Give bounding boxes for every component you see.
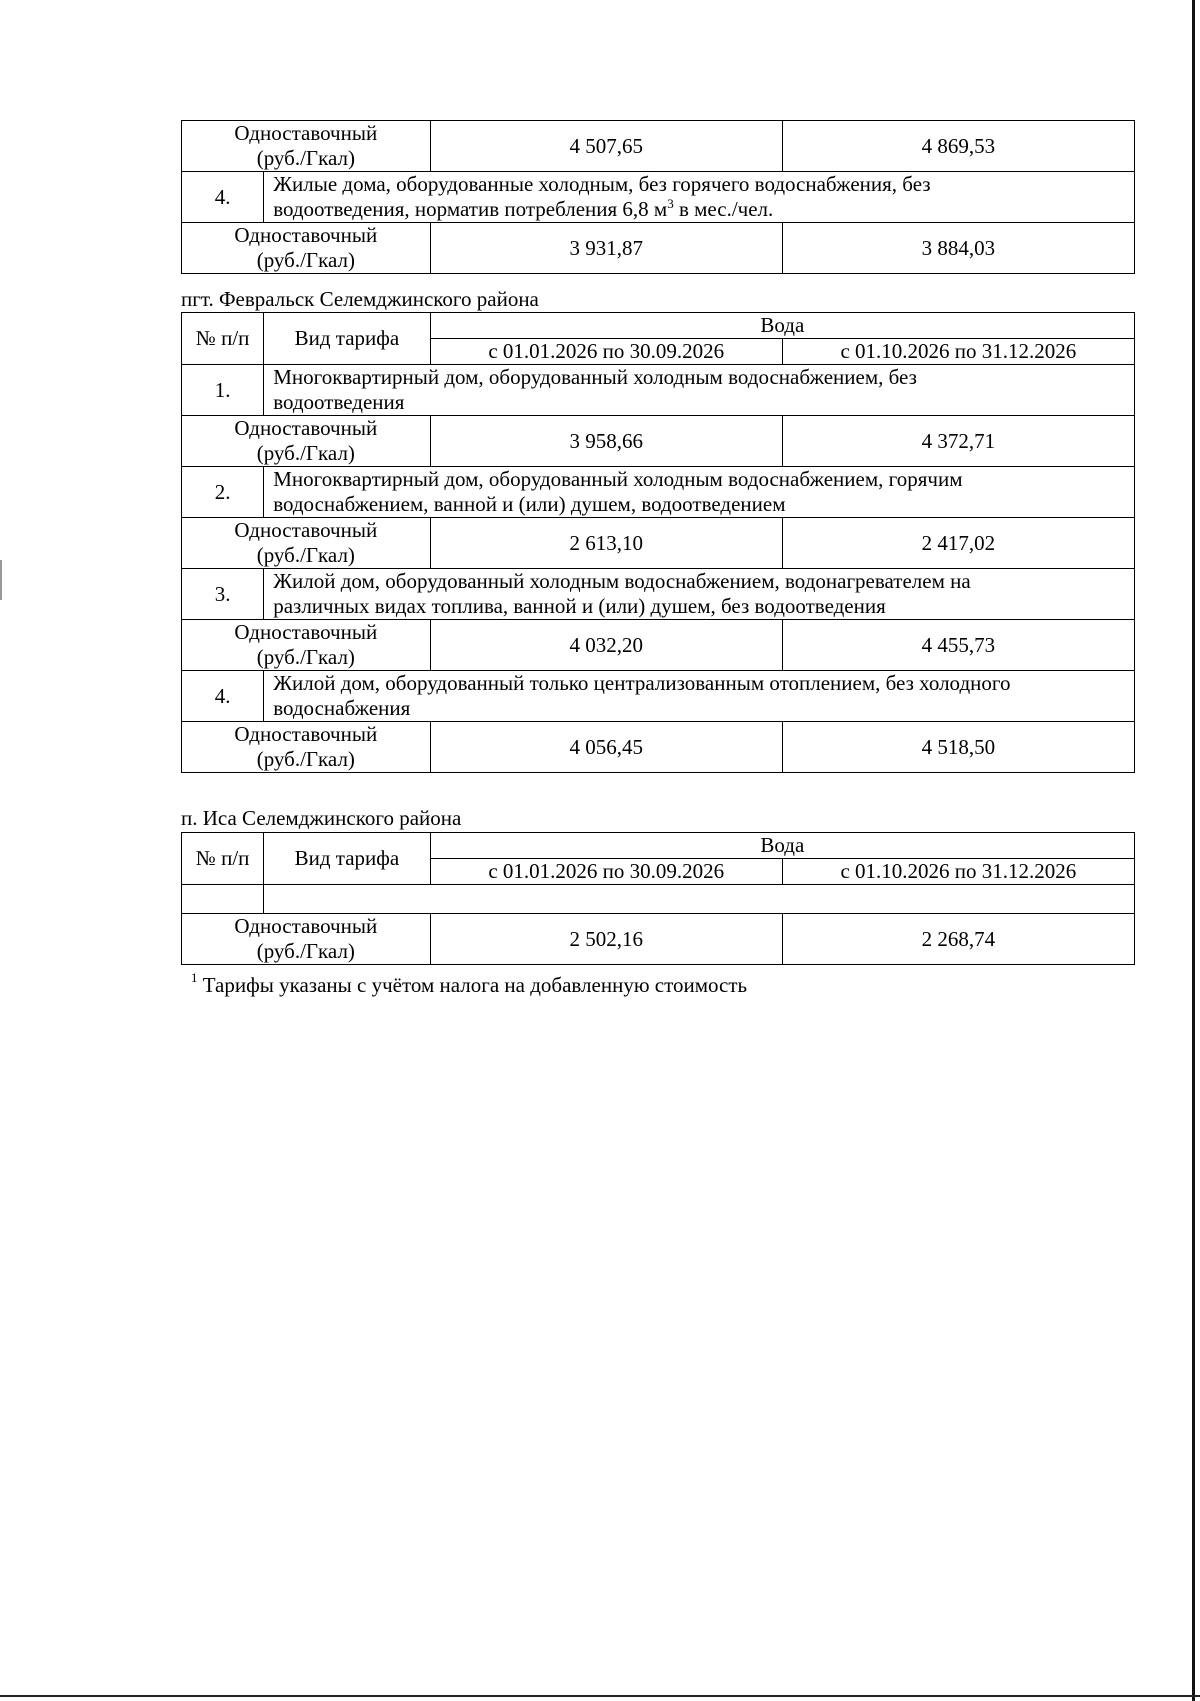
tariff-value-period-a: 2 613,10: [430, 518, 782, 569]
category-description-line: водоснабжением, ванной и (или) душем, водоотведением: [273, 492, 786, 516]
category-description-line: водоснабжения: [273, 696, 411, 720]
table-row: [182, 416, 1135, 467]
category-description-line: различных видах топлива, ванной и (или) душем, без водоотведения: [273, 594, 886, 618]
table-header-row: [182, 833, 1135, 859]
tariff-table-fevralsk: [181, 312, 1135, 773]
tariff-type-cell: [182, 223, 431, 274]
category-description: [264, 365, 1135, 416]
tariff-value-period-b: 4 518,50: [782, 722, 1134, 773]
category-description-line: Жилой дом, оборудованный только централизованным отоплением, без холодного: [273, 671, 1011, 695]
category-description-line: Жилой дом, оборудованный холодным водоснабжением, водонагревателем на: [273, 569, 971, 593]
tariff-type-unit: (руб./Гкал): [256, 441, 355, 465]
header-tariff-type: Вид тарифа: [264, 833, 430, 885]
scan-edge: [1192, 0, 1195, 1701]
tariff-type-unit: (руб./Гкал): [256, 248, 355, 272]
tariff-type-label: Одноставочный: [234, 620, 378, 644]
norm-unit-text: в мес./чел.: [673, 197, 774, 221]
tariff-value-period-a: 3 931,87: [430, 223, 782, 274]
row-number: 3.: [182, 569, 264, 620]
table-row: [182, 365, 1135, 416]
tariff-value-period-a: 2 502,16: [430, 914, 782, 965]
tariff-type-label: Одноставочный: [234, 416, 378, 440]
tariff-type-label: Одноставочный: [234, 914, 378, 938]
tariff-value-period-b: 3 884,03: [782, 223, 1134, 274]
row-number: 4.: [182, 172, 264, 223]
header-tariff-type: Вид тарифа: [264, 313, 430, 365]
header-period-b: с 01.10.2026 по 31.12.2026: [782, 339, 1134, 365]
tariff-value-period-a: 4 032,20: [430, 620, 782, 671]
cubic-superscript: 3: [667, 196, 674, 211]
tariff-type-unit: (руб./Гкал): [256, 543, 355, 567]
table-row: [182, 569, 1135, 620]
tariff-value-period-a: 4 056,45: [430, 722, 782, 773]
tariff-table-isa: [181, 832, 1135, 965]
table-row: [182, 620, 1135, 671]
row-number: 2.: [182, 467, 264, 518]
footnote-text: Тарифы указаны с учётом налога на добавленную стоимость: [202, 973, 748, 997]
tariff-table-continued: [181, 120, 1135, 274]
header-number: № п/п: [182, 313, 264, 365]
header-period-b: с 01.10.2026 по 31.12.2026: [782, 859, 1134, 885]
category-description-line: водоотведения: [273, 390, 405, 414]
row-number: 4.: [182, 671, 264, 722]
section-caption: пгт. Февральск Селемджинского района: [181, 287, 539, 311]
tariff-value-period-b: 2 417,02: [782, 518, 1134, 569]
tariff-type-cell: [182, 518, 431, 569]
header-water: Вода: [430, 313, 1134, 339]
tariff-type-unit: (руб./Гкал): [256, 146, 355, 170]
norm-text: водоотведения, норматив потребления 6,8 м: [273, 197, 668, 221]
header-number: № п/п: [182, 833, 264, 885]
tariff-type-cell: [182, 416, 431, 467]
tariff-value-period-b: 4 372,71: [782, 416, 1134, 467]
table-row-empty: [182, 885, 1135, 914]
tariff-type-cell: [182, 121, 431, 172]
scan-mark: [0, 560, 2, 600]
tariff-type-label: Одноставочный: [234, 518, 378, 542]
header-period-a: с 01.01.2026 по 30.09.2026: [430, 859, 782, 885]
tariff-type-cell: [182, 722, 431, 773]
table-row: [182, 223, 1135, 274]
table-row: [182, 121, 1135, 172]
tariff-type-unit: (руб./Гкал): [256, 939, 355, 963]
empty-number-cell: [182, 885, 264, 914]
tariff-value-period-b: 2 268,74: [782, 914, 1134, 965]
category-description: [264, 172, 1135, 223]
table-row: [182, 914, 1135, 965]
tariff-type-label: Одноставочный: [234, 722, 378, 746]
tariff-type-unit: (руб./Гкал): [256, 645, 355, 669]
tariff-value-period-a: 4 507,65: [430, 121, 782, 172]
category-description-line: [273, 197, 1126, 222]
empty-description-cell: [264, 885, 1135, 914]
scan-bottom-edge: [0, 1695, 1200, 1697]
table-row: [182, 518, 1135, 569]
section-caption: п. Иса Селемджинского района: [181, 806, 462, 830]
category-description: [264, 671, 1135, 722]
tariff-type-label: Одноставочный: [234, 223, 378, 247]
table-row: [182, 671, 1135, 722]
header-water: Вода: [430, 833, 1134, 859]
footnote: [191, 970, 748, 997]
category-description-line: Жилые дома, оборудованные холодным, без горячего водоснабжения, без: [273, 172, 931, 196]
header-period-a: с 01.01.2026 по 30.09.2026: [430, 339, 782, 365]
category-description: [264, 467, 1135, 518]
tariff-type-cell: [182, 914, 431, 965]
table-row: [182, 172, 1135, 223]
category-description-line: Многоквартирный дом, оборудованный холодным водоснабжением, без: [273, 365, 917, 389]
category-description-line: Многоквартирный дом, оборудованный холодным водоснабжением, горячим: [273, 467, 963, 491]
tariff-value-period-b: 4 869,53: [782, 121, 1134, 172]
tariff-type-cell: [182, 620, 431, 671]
category-description: [264, 569, 1135, 620]
table-row: [182, 467, 1135, 518]
footnote-mark: 1: [191, 970, 198, 985]
tariff-value-period-b: 4 455,73: [782, 620, 1134, 671]
tariff-type-unit: (руб./Гкал): [256, 747, 355, 771]
tariff-type-label: Одноставочный: [234, 121, 378, 145]
tariff-value-period-a: 3 958,66: [430, 416, 782, 467]
table-header-row: [182, 313, 1135, 339]
table-row: [182, 722, 1135, 773]
row-number: 1.: [182, 365, 264, 416]
